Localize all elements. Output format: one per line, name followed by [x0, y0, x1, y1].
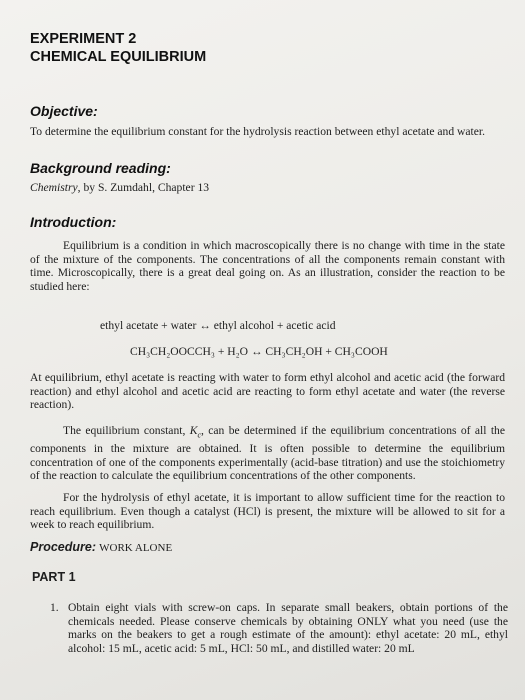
objective-text: To determine the equilibrium constant for the hydrolysis reaction between ethyl acetate and water. [30, 125, 486, 138]
step-1-text: Obtain eight vials with screw-on caps. In separate small beakers, obtain portions of the chemicals needed. Please conserve chemicals by obtaining ONLY what you need (use the marks on the beakers to get a rough estimate of the amount): ethyl acetate: 20 mL, ethyl alcohol: 15 mL, acetic acid: 5 mL, HCl: 50 mL, and distilled water: 20 mL [68, 601, 508, 655]
intro-paragraph-3 [30, 424, 505, 483]
step-number: 1. [50, 601, 59, 614]
background-text [30, 181, 490, 195]
part-heading: PART 1 [32, 570, 76, 584]
constant-symbol: K [189, 424, 198, 437]
procedure-heading [30, 540, 172, 555]
background-heading: Background reading: [30, 160, 171, 176]
experiment-title: CHEMICAL EQUILIBRIUM [30, 49, 207, 65]
para3-lead: The equilibrium constant, [63, 424, 190, 437]
formula-equation: CH₃CH₂OOCCH₃ + H₂O ↔ CH₃CH₂OH + CH₃COOH [130, 345, 388, 358]
procedure-colon: : [91, 540, 97, 554]
para3-body: , can be determined if the equilibrium concentrations of all the components in the mixture are obtained. It is often possible to determine the equilibrium concentration of one of the components experimentally (acid-base titration) and use the stoichiometry of the reaction to calculate the equilibrium concentrations of the other components. [30, 424, 505, 483]
intro-paragraph-1: Equilibrium is a condition in which macroscopically there is no change with time in the state of the mixture of the components. The concentrations of all the components remain constant with time. Microscopically, there is a great deal going on. As an illustration, consider the reaction to be studied here: [30, 239, 505, 293]
book-author: , by S. Zumdahl, Chapter 13 [77, 181, 210, 194]
procedure-label: Procedure [30, 540, 92, 554]
constant-subscript: c [197, 430, 202, 440]
book-title: Chemistry [30, 181, 78, 194]
intro-paragraph-2: At equilibrium, ethyl acetate is reacting with water to form ethyl alcohol and acetic acid (the forward reaction) and ethyl alcohol and acetic acid are reacting to form ethyl acetate and water (the reverse reaction). [30, 371, 505, 412]
page-title [30, 30, 206, 66]
procedure-note: WORK ALONE [99, 542, 173, 554]
objective-heading: Objective: [30, 103, 98, 119]
intro-paragraph-4: For the hydrolysis of ethyl acetate, it is important to allow sufficient time for the reaction to reach equilibrium. Even though a catalyst (HCl) is present, the mixture will be allowed to sit for a week to reach equilibrium. [30, 491, 505, 532]
word-equation: ethyl acetate + water ↔ ethyl alcohol + acetic acid [100, 319, 336, 332]
experiment-number: EXPERIMENT 2 [30, 31, 137, 47]
introduction-heading: Introduction: [30, 214, 117, 230]
